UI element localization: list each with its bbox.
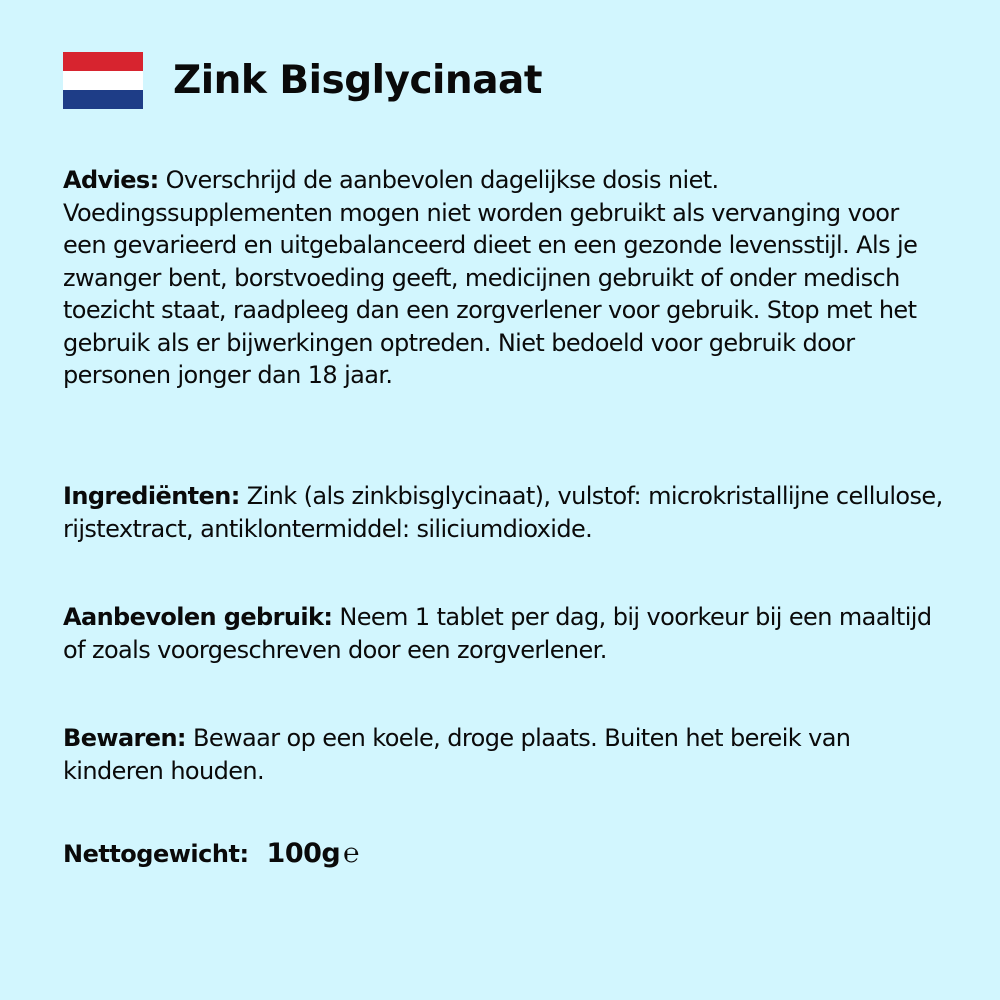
flag-stripe-white — [63, 71, 143, 90]
advies-section — [63, 164, 943, 392]
net-weight-value: 100g — [266, 838, 341, 869]
ingredients-section — [63, 480, 943, 545]
flag-stripe-red — [63, 52, 143, 71]
header — [63, 52, 542, 109]
recommended-use-section — [63, 601, 943, 666]
ingredients-label: Ingrediënten: — [63, 482, 240, 510]
net-weight-label: Nettogewicht: — [63, 840, 249, 868]
flag-stripe-blue — [63, 90, 143, 109]
net-weight — [63, 838, 359, 869]
storage-section — [63, 722, 943, 787]
storage-text: Bewaar op een koele, droge plaats. Buiten het bereik van kinderen houden. — [63, 724, 851, 785]
product-title: Zink Bisglycinaat — [173, 58, 542, 103]
storage-label: Bewaren: — [63, 724, 186, 752]
advies-label: Advies: — [63, 166, 159, 194]
estimated-sign-icon: ℮ — [343, 838, 360, 869]
recommended-use-text: Neem 1 tablet per dag, bij voorkeur bij een maaltijd of zoals voorgeschreven door een zorgverlener. — [63, 603, 932, 664]
ingredients-text: Zink (als zinkbisglycinaat), vulstof: microkristallijne cellulose, rijstextract, antiklontermiddel: siliciumdioxide. — [63, 482, 943, 543]
advies-text: Overschrijd de aanbevolen dagelijkse dosis niet. Voedingssupplementen mogen niet worden gebruikt als vervanging voor een gevarieerd en uitgebalanceerd dieet en een gezonde levensstijl. Als je zwanger bent, borstvoeding geeft, medicijnen gebruikt of onder medisch toezicht staat, raadpleeg dan een zorgverlener voor gebruik. Stop met het gebruik als er bijwerkingen optreden. Niet bedoeld voor gebruik door personen jonger dan 18 jaar. — [63, 166, 918, 389]
recommended-use-label: Aanbevolen gebruik: — [63, 603, 333, 631]
netherlands-flag-icon — [63, 52, 143, 109]
